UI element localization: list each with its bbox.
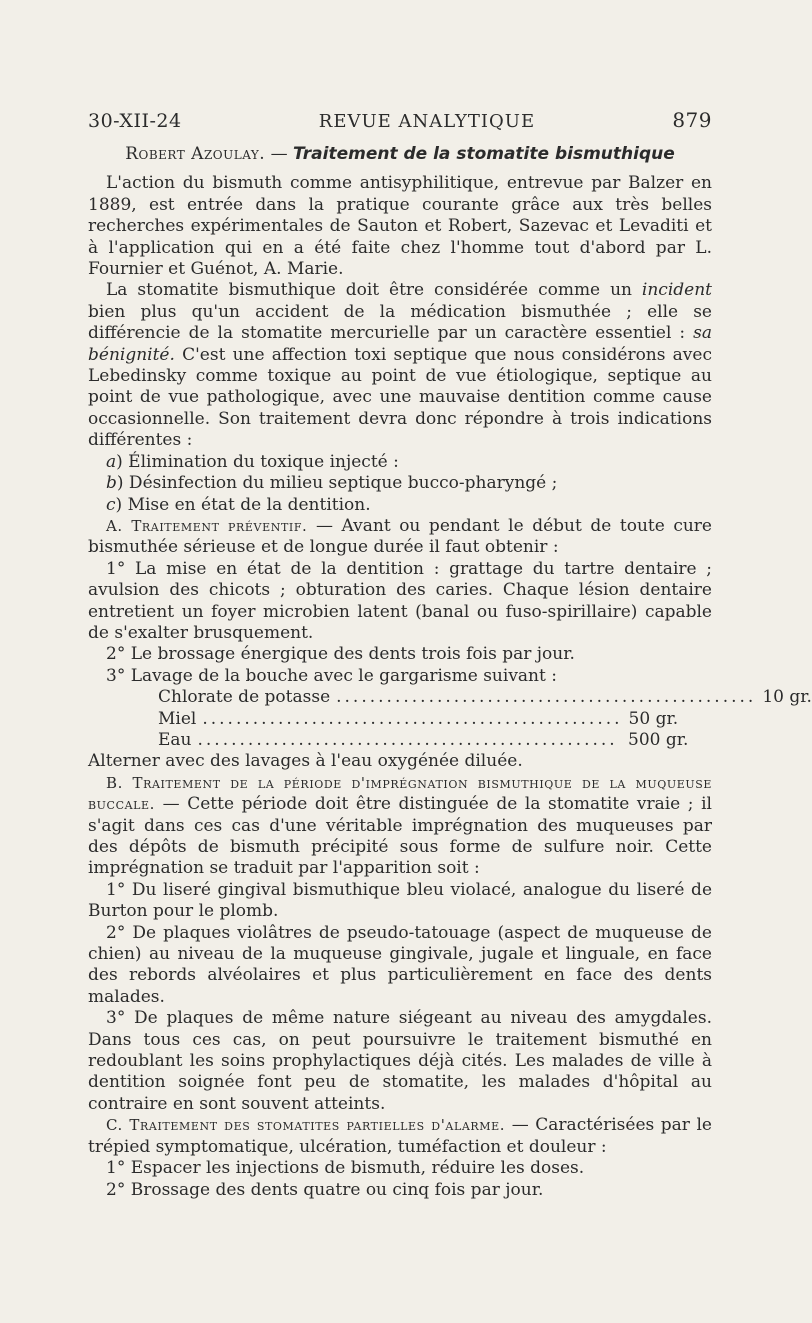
ingredient-name: Eau xyxy=(158,729,192,750)
recipe-row xyxy=(158,687,812,708)
emphasis-incident: incident xyxy=(641,280,712,301)
list-marker: a xyxy=(106,451,117,472)
ingredient-quantity: 50 gr. xyxy=(628,708,679,729)
ingredient-name: Chlorate de potasse xyxy=(158,687,331,708)
article-body xyxy=(88,144,812,1201)
section-a-item-1: 1° La mise en état de la dentition : grattage du tartre dentaire ; avulsion des chicots ; obturation des caries. Chaque lésion dentaire entretient un foyer microbien latent (banal ou fuso-spirillaire) capable de s'exalter brusquement. xyxy=(88,558,712,643)
paragraph-definition xyxy=(88,280,712,451)
ingredient-quantity: 10 gr. xyxy=(762,687,812,708)
section-b-intro xyxy=(88,773,712,880)
paragraph-intro: L'action du bismuth comme antisyphilitique, entrevue par Balzer en 1889, est entrée dans la pratique courante grâce aux très belles recherches expérimentales de Sauton et Robert, Sazevac et Levaditi et à l'application qui en a été faite chez l'homme tout d'abord par L. Fournier et Guénot, A. Marie. xyxy=(88,173,712,280)
emphasis-benignite: sa bénignité. xyxy=(88,323,712,365)
section-c-text: — Caractérisées par le trépied symptomatique, ulcération, tuméfaction et douleur : xyxy=(88,1115,712,1157)
list-item-text: Mise en état de la dentition. xyxy=(122,494,371,515)
article-heading xyxy=(88,144,712,165)
list-item-b: b) Désinfection du milieu septique bucco-pharyngé ; xyxy=(106,473,558,494)
recipe-row xyxy=(158,709,698,730)
section-c-item-2: 2° Brossage des dents quatre ou cinq fois par jour. xyxy=(106,1179,544,1200)
ingredient-name: Miel xyxy=(158,708,197,729)
leader-dots: .................................................. xyxy=(202,708,623,729)
list-marker: b xyxy=(106,473,117,494)
recipe-row xyxy=(158,730,698,751)
recipe-note: Alterner avec des lavages à l'eau oxygénée diluée. xyxy=(88,751,523,772)
gargle-recipe xyxy=(158,687,812,751)
list-item-c: c) Mise en état de la dentition. xyxy=(106,494,371,515)
section-a-text: — Avant ou pendant le début de toute cure bismuthée sérieuse et de longue durée il faut obtenir : xyxy=(88,515,712,558)
page-number: 879 xyxy=(672,108,712,132)
section-c-intro xyxy=(88,1115,712,1158)
list-marker: c xyxy=(106,494,116,515)
list-item-a: a) Élimination du toxique injecté : xyxy=(106,451,399,472)
section-c-item-1: 1° Espacer les injections de bismuth, réduire les doses. xyxy=(106,1158,585,1179)
section-b-item-1: 1° Du liseré gingival bismuthique bleu violacé, analogue du liseré de Burton pour le plomb. xyxy=(88,879,712,922)
section-a-item-2: 2° Le brossage énergique des dents trois fois par jour. xyxy=(106,644,575,665)
section-c-label: C. Traitement des stomatites partielles d'alarme. xyxy=(106,1116,506,1135)
section-b-item-2: 2° De plaques violâtres de pseudo-tatouage (aspect de muqueuse de chien) au niveau de la muqueuse gingivale, jugale et linguale, en face des rebords alvéolaires et plus particulièrement en face des dents malades. xyxy=(88,922,712,1007)
section-a-label: A. Traitement préventif. xyxy=(106,516,308,535)
ingredient-quantity: 500 gr. xyxy=(628,729,689,750)
running-header xyxy=(88,108,712,132)
leader-dots: .................................................. xyxy=(336,687,757,708)
header-date: 30-XII-24 xyxy=(88,110,182,132)
section-b-label: B. Traitement de la période d'imprégnation bismuthique de la muqueuse buccale. xyxy=(88,773,712,814)
list-item-text: Élimination du toxique injecté : xyxy=(122,451,399,472)
heading-dash: — xyxy=(265,144,294,164)
paragraph-definition-part2: bien plus qu'un accident de la médication bismuthée ; elle se différencie de la stomatite mercurielle par un caractère essentiel : xyxy=(88,301,712,344)
paragraph-definition-part3: C'est une affection toxi septique que nous considérons avec Lebedinsky comme toxique au point de vue étiologique, septique au point de vue pathologique, avec une mauvaise dentition comme cause occasionnelle. Son traitement devra donc répondre à trois indications différentes : xyxy=(88,344,712,451)
article-author: Robert Azoulay. xyxy=(125,144,266,164)
paragraph-definition-part1: La stomatite bismuthique doit être considérée comme un xyxy=(106,280,642,301)
list-item-text: Désinfection du milieu septique bucco-pharyngé ; xyxy=(123,473,558,494)
section-a-item-3: 3° Lavage de la bouche avec le gargarisme suivant : xyxy=(106,665,557,686)
section-a-intro xyxy=(88,516,712,559)
leader-dots: .................................................. xyxy=(197,729,618,750)
header-journal-title: REVUE ANALYTIQUE xyxy=(318,111,536,132)
section-b-text: — Cette période doit être distinguée de la stomatite vraie ; il s'agit dans ces cas d'une véritable imprégnation des muqueuses par des dépôts de bismuth précipité sous forme de sulfure noir. Cette imprégnation se traduit par l'apparition soit : xyxy=(88,794,712,879)
article-title: Traitement de la stomatite bismuthique xyxy=(293,144,675,164)
section-b-item-3: 3° De plaques de même nature siégeant au niveau des amygdales. Dans tous ces cas, on peut poursuivre le traitement bismuthé en redoublant les soins prophylactiques déjà cités. Les malades de ville à dentition soignée font peu de stomatite, les malades d'hôpital au contraire en sont souvent atteints. xyxy=(88,1008,712,1114)
